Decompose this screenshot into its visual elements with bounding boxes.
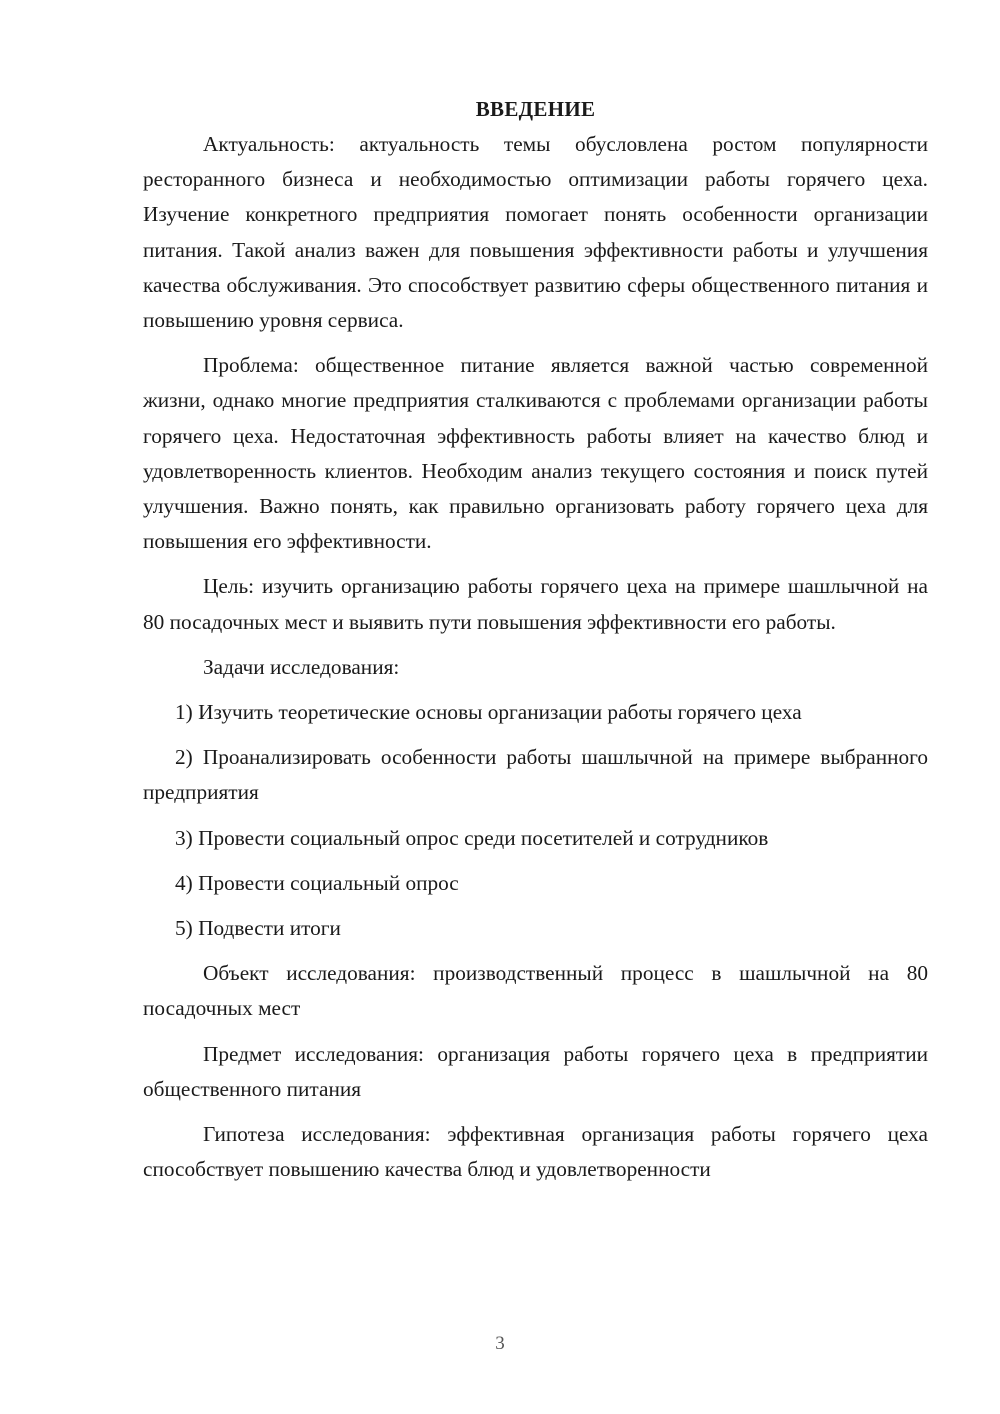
paragraph-problem: Проблема: общественное питание является важной частью современной жизни, однако многие предприятия сталкиваются с проблемами организации работы горячего цеха. Недостаточная эффективность работы влияет на качество блюд и удовлетворенность клиентов. Необходим анализ текущего состояния и поиск путей улучшения. Важно понять, как правильно организовать работу горячего цеха для повышения его эффективности. <box>143 353 928 554</box>
task-item: 4) Провести социальный опрос <box>175 870 459 895</box>
tasks-heading: Задачи исследования: <box>203 654 400 679</box>
document-page <box>143 92 928 1197</box>
page-number: 3 <box>495 1333 505 1354</box>
paragraph-goal: Цель: изучить организацию работы горячего цеха на примере шашлычной на 80 посадочных мест и выявить пути повышения эффективности его работы. <box>143 574 928 634</box>
paragraph-object: Объект исследования: производственный процесс в шашлычной на 80 посадочных мест <box>143 961 928 1021</box>
task-item: 3) Провести социальный опрос среди посетителей и сотрудников <box>175 825 769 850</box>
task-item: 5) Подвести итоги <box>175 916 341 941</box>
section-heading: ВВЕДЕНИЕ <box>475 97 596 121</box>
paragraph-subject: Предмет исследования: организация работы горячего цеха в предприятии общественного питания <box>143 1041 928 1101</box>
task-item: 2) Проанализировать особенности работы шашлычной на примере выбранного предприятия <box>143 745 928 805</box>
paragraph-hypothesis: Гипотеза исследования: эффективная организация работы горячего цеха способствует повышению качества блюд и удовлетворенности <box>143 1122 928 1182</box>
task-item: 1) Изучить теоретические основы организации работы горячего цеха <box>175 700 802 725</box>
paragraph-relevance: Актуальность: актуальность темы обусловлена ростом популярности ресторанного бизнеса и необходимостью оптимизации работы горячего цеха. Изучение конкретного предприятия помогает понять особенности организации питания. Такой анализ важен для повышения эффективности работы и улучшения качества обслуживания. Это способствует развитию сферы общественного питания и повышению уровня сервиса. <box>143 132 928 333</box>
